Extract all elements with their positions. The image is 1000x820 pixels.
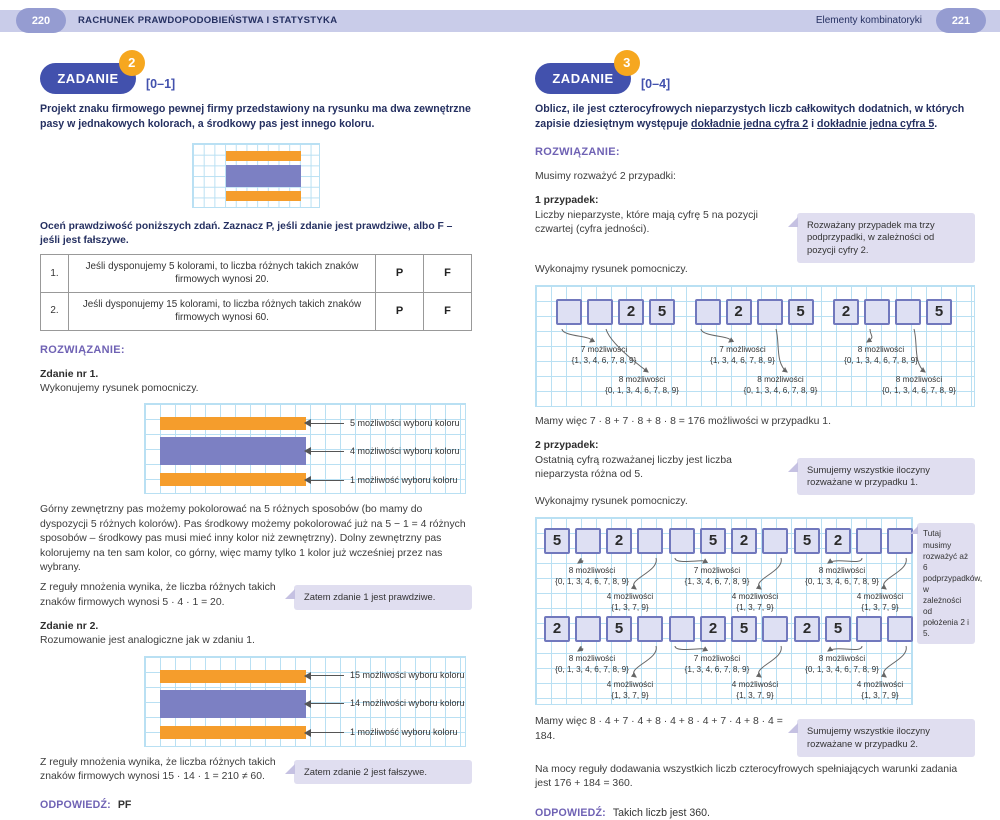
- multiplication-rule-text-2: Z reguły mnożenia wynika, że liczba różnych takich znaków firmowych wynosi 15 · 14 · 1 = 210 ≠ 60.: [40, 756, 276, 783]
- possibility-set: {1, 3, 7, 9}: [736, 691, 774, 701]
- digit-box-filled: 5: [544, 528, 570, 554]
- possibility-count: 4 możliwości: [856, 592, 904, 602]
- digit-group: [693, 299, 818, 403]
- annotation-label: 4 możliwości wyboru koloru: [350, 446, 460, 457]
- possibility-count: 8 możliwości: [818, 654, 866, 664]
- possibility-count: 8 możliwości: [568, 566, 616, 576]
- option-f: F: [424, 292, 472, 330]
- task-3-statement: [535, 102, 975, 133]
- answer-value: PF: [117, 799, 132, 812]
- stripe-annotation: [306, 727, 458, 739]
- case-1-sub: Wykonajmy rysunek pomocniczy.: [535, 263, 688, 275]
- right-page: [535, 50, 983, 820]
- logo-top-stripe: [226, 151, 301, 161]
- stripe-annotation: [306, 698, 465, 710]
- possibility-set: {1, 3, 7, 9}: [861, 691, 899, 701]
- case-2-sub: Wykonajmy rysunek pomocniczy.: [535, 496, 688, 508]
- digit-group: [542, 528, 667, 616]
- digit-boxes: [554, 299, 679, 325]
- statement-text: Jeśli dysponujemy 15 kolorami, to liczba różnych takich znaków firmowych wynosi 60.: [69, 292, 376, 330]
- note-sum-case-2: Sumujemy wszystkie iloczyny rozważane w przypadku 2.: [797, 719, 975, 756]
- case-2-title: 2 przypadek:: [535, 440, 599, 452]
- case-2-diagram-row-2: [542, 616, 910, 704]
- digit-box-empty: [575, 528, 601, 554]
- digit-boxes: [693, 299, 818, 325]
- digit-box-filled: 2: [544, 616, 570, 642]
- possibility-set: {1, 3, 7, 9}: [611, 691, 649, 701]
- possibility-set: {1, 3, 4, 6, 7, 8, 9}: [710, 355, 775, 365]
- conclusion-row-1: [40, 581, 472, 610]
- digit-boxes: [831, 299, 956, 325]
- digit-box-filled: 5: [788, 299, 814, 325]
- possibility-count: 8 możliwości: [757, 375, 804, 385]
- task-points: [0–1]: [146, 76, 176, 91]
- digit-box-filled: 5: [731, 616, 757, 642]
- possibility-set: {0, 1, 3, 4, 6, 7, 8, 9}: [743, 385, 818, 395]
- digit-box-empty: [669, 528, 695, 554]
- possibility-set: {0, 1, 3, 4, 6, 7, 8, 9}: [805, 577, 879, 587]
- statement-part: Oblicz, ile jest czterocyfrowych nieparzystych liczb całkowitych dodatnich, w których zapisie dziesiętnym występuje: [535, 103, 965, 131]
- possibility-count: 8 możliwości: [618, 375, 666, 385]
- digit-box-filled: 5: [794, 528, 820, 554]
- digit-boxes: [792, 616, 917, 642]
- digit-group: [831, 299, 956, 403]
- possibility-count: 4 możliwości: [731, 680, 779, 690]
- possibility-set: {1, 3, 4, 6, 7, 8, 9}: [571, 355, 637, 365]
- row-number: 2.: [41, 292, 69, 330]
- digit-box-filled: 2: [726, 299, 752, 325]
- task-2-header: [40, 50, 472, 94]
- possibility-set: {1, 3, 7, 9}: [736, 603, 774, 613]
- case-2-result: Mamy więc 8 · 4 + 7 · 4 + 8 · 4 + 8 · 4 + 7 · 4 + 8 · 4 = 184.: [535, 716, 783, 742]
- statement-2-sub: Rozumowanie jest analogiczne jak w zdaniu 1.: [40, 635, 255, 647]
- possibility-count: 7 możliwości: [693, 566, 741, 576]
- digit-box-filled: 5: [926, 299, 952, 325]
- solution-label: ROZWIĄZANIE:: [535, 145, 620, 158]
- digit-box-filled: 5: [700, 528, 726, 554]
- digit-group: [792, 616, 917, 704]
- task-label: ZADANIE: [57, 70, 119, 86]
- task-number-badge: 2: [119, 50, 145, 76]
- statement-part: .: [934, 118, 938, 131]
- digit-box-filled: 2: [606, 528, 632, 554]
- chapter-title-left: RACHUNEK PRAWDOPODOBIEŃSTWA I STATYSTYKA: [78, 15, 338, 26]
- digit-box-filled: 5: [649, 299, 675, 325]
- digit-boxes: [542, 528, 667, 554]
- case-1-text: Liczby nieparzyste, które mają cyfrę 5 na pozycji czwartej (cyfra jedności).: [535, 209, 758, 235]
- digit-box-empty: [556, 299, 582, 325]
- possibilities-note: [821, 345, 941, 366]
- possibility-count: 8 możliwości: [895, 375, 943, 385]
- answer-label: ODPOWIEDŹ:: [40, 799, 111, 812]
- digit-box-empty: [695, 299, 721, 325]
- case-2-row: [535, 454, 975, 495]
- statement-part: i: [808, 118, 818, 131]
- note-three-subcases: Rozważany przypadek ma trzy podprzypadki, w zależności od pozycji cyfry 2.: [797, 213, 975, 263]
- digit-box-filled: 5: [825, 616, 851, 642]
- possibility-count: 7 możliwości: [719, 345, 766, 355]
- digit-box-filled: 2: [731, 528, 757, 554]
- statement-text: Jeśli dysponujemy 5 kolorami, to liczba różnych takich znaków firmowych wynosi 20.: [69, 255, 376, 293]
- possibilities-note: [532, 654, 652, 675]
- task-3-header: [535, 50, 975, 94]
- logo-bottom-stripe: [226, 191, 301, 201]
- stripe-annotation: [306, 670, 465, 682]
- digit-group: [792, 528, 917, 616]
- statement-2-title: Zdanie nr 2.: [40, 620, 99, 632]
- task-points: [0–4]: [641, 76, 671, 91]
- solution-label: ROZWIĄZANIE:: [40, 343, 125, 356]
- left-arrow-icon: [306, 423, 344, 424]
- case-2-diagram: [535, 517, 913, 705]
- conclusion-row-2: [40, 756, 472, 785]
- task-number-badge: 3: [614, 50, 640, 76]
- left-page: [40, 50, 472, 813]
- possibility-count: 4 możliwości: [731, 592, 779, 602]
- possibilities-note: [820, 680, 940, 701]
- digit-box-empty: [856, 528, 882, 554]
- possibility-set: {0, 1, 3, 4, 6, 7, 8, 9}: [605, 385, 679, 395]
- true-false-table: [40, 254, 472, 330]
- possibilities-note: [782, 654, 902, 675]
- annotation-label: 5 możliwości wyboru koloru: [350, 418, 460, 429]
- digit-group: [667, 528, 792, 616]
- left-arrow-icon: [306, 480, 344, 481]
- chapter-title-right: Elementy kombinatoryki: [815, 15, 922, 26]
- possibility-count: 8 możliwości: [818, 566, 866, 576]
- possibilities-note: [782, 566, 902, 587]
- digit-box-filled: 5: [606, 616, 632, 642]
- note-statement-1-true: Zatem zdanie 1 jest prawdziwe.: [294, 585, 472, 610]
- digit-box-empty: [887, 616, 913, 642]
- table-row: [41, 292, 472, 330]
- middle-stripe: [160, 690, 306, 718]
- case-1-title: 1 przypadek:: [535, 195, 599, 207]
- possibility-count: 8 możliwości: [568, 654, 616, 664]
- digit-box-empty: [864, 299, 890, 325]
- bottom-stripe: [160, 473, 306, 486]
- possibility-set: {0, 1, 3, 4, 6, 7, 8, 9}: [882, 385, 956, 395]
- possibility-count: 4 możliwości: [606, 680, 654, 690]
- possibilities-note: [657, 654, 777, 675]
- statement-1-title: Zdanie nr 1.: [40, 368, 99, 380]
- digit-group: [667, 616, 792, 704]
- row-number: 1.: [41, 255, 69, 293]
- possibilities-note: [544, 345, 664, 366]
- possibility-set: {1, 3, 7, 9}: [611, 603, 649, 613]
- logo-figure: [192, 143, 320, 208]
- possibility-count: 7 możliwości: [580, 345, 628, 355]
- answer-label: ODPOWIEDŹ:: [535, 806, 606, 819]
- possibilities-note: [532, 566, 652, 587]
- note-statement-2-false: Zatem zdanie 2 jest fałszywe.: [294, 760, 472, 785]
- answer-row: [535, 806, 975, 820]
- left-arrow-icon: [306, 703, 344, 704]
- annotation-label: 14 możliwości wyboru koloru: [350, 698, 465, 709]
- case-2-figure-wrap: [535, 509, 983, 709]
- digit-box-empty: [762, 616, 788, 642]
- note-sum-case-1: Sumujemy wszystkie iloczyny rozważane w przypadku 1.: [797, 458, 975, 495]
- digit-box-empty: [575, 616, 601, 642]
- top-stripe: [160, 417, 306, 430]
- digit-group: [542, 616, 667, 704]
- possibilities-note: [859, 375, 979, 396]
- possibilities-note: [683, 345, 803, 366]
- multiplication-rule-text: Z reguły mnożenia wynika, że liczba różnych takich znaków firmowych wynosi 5 · 4 · 1 = 20.: [40, 582, 276, 608]
- annotation-label: 1 możliwość wyboru koloru: [350, 727, 458, 738]
- left-arrow-icon: [306, 675, 344, 676]
- solution-figure-2: [144, 656, 466, 747]
- digit-box-empty: [637, 528, 663, 554]
- answer-value: Takich liczb jest 360.: [612, 806, 710, 819]
- digit-box-filled: 2: [794, 616, 820, 642]
- digit-box-filled: 2: [833, 299, 859, 325]
- digit-box-empty: [762, 528, 788, 554]
- case-2-result-row: [535, 715, 975, 756]
- digit-box-filled: 2: [700, 616, 726, 642]
- page-number-left: 220: [16, 8, 66, 33]
- digit-boxes: [667, 616, 792, 642]
- digit-box-empty: [669, 616, 695, 642]
- digit-boxes: [792, 528, 917, 554]
- digit-box-empty: [895, 299, 921, 325]
- possibility-set: {0, 1, 3, 4, 6, 7, 8, 9}: [805, 665, 879, 675]
- task-badge: [40, 55, 136, 94]
- possibility-set: {1, 3, 7, 9}: [861, 603, 899, 613]
- solution-figure-1: [144, 403, 466, 494]
- possibility-set: {0, 1, 3, 4, 6, 7, 8, 9}: [555, 577, 629, 587]
- statement-underlined: dokładnie jedna cyfra 2: [691, 118, 809, 131]
- middle-stripe: [160, 437, 306, 465]
- statement-underlined: dokładnie jedna cyfra 5: [817, 118, 935, 131]
- top-stripe: [160, 670, 306, 683]
- cases-intro: Musimy rozważyć 2 przypadki:: [535, 170, 676, 182]
- case-1-result: Mamy więc 7 · 8 + 7 · 8 + 8 · 8 = 176 możliwości w przypadku 1.: [535, 416, 831, 428]
- possibility-count: 4 możliwości: [856, 680, 904, 690]
- digit-box-empty: [757, 299, 783, 325]
- explanation-paragraph: Górny zewnętrzny pas możemy pokolorować na 5 różnych sposobów (bo mamy do dyspozycji 5 różnych kolorów). Pas środkowy możemy pokolorować już na 5 − 1 = 4 różnych sposobów – środkowy pas musi mieć inny kolor niż zewnętrzny). Dolny zewnętrzny pas kolorujemy na ten sam kolor, co górny, więc mamy tylko 1 kolor już wcześniej przez nas wybrany.: [40, 504, 466, 573]
- possibility-set: {1, 3, 4, 6, 7, 8, 9}: [684, 577, 750, 587]
- table-row: [41, 255, 472, 293]
- digit-box-filled: 2: [825, 528, 851, 554]
- possibilities-note: [582, 375, 702, 396]
- case-1-diagram: [535, 285, 975, 407]
- possibility-set: {1, 3, 4, 6, 7, 8, 9}: [684, 665, 750, 675]
- task-label: ZADANIE: [552, 70, 614, 86]
- answer-row: [40, 798, 472, 813]
- case-1-row: [535, 209, 975, 263]
- digit-box-empty: [587, 299, 613, 325]
- possibilities-note: [721, 375, 841, 396]
- possibility-count: 4 możliwości: [606, 592, 654, 602]
- task-2-statement: Projekt znaku firmowego pewnej firmy przedstawiony na rysunku ma dwa zewnętrzne pasy w jednakowych kolorach, a środkowy pas jest innego koloru.: [40, 103, 471, 131]
- statement-1-sub: Wykonujemy rysunek pomocniczy.: [40, 383, 199, 395]
- left-arrow-icon: [306, 732, 344, 733]
- option-p: P: [376, 292, 424, 330]
- stripe-annotation: [306, 474, 458, 486]
- stripe-annotation: [306, 417, 460, 429]
- possibility-set: {0, 1, 3, 4, 6, 7, 8, 9}: [844, 355, 918, 365]
- digit-boxes: [667, 528, 792, 554]
- digit-boxes: [542, 616, 667, 642]
- task-badge: [535, 55, 631, 94]
- digit-box-empty: [856, 616, 882, 642]
- logo-middle-stripe: [226, 165, 301, 187]
- possibilities-note: [657, 566, 777, 587]
- annotation-label: 1 możliwość wyboru koloru: [350, 475, 458, 486]
- possibility-count: 7 możliwości: [693, 654, 741, 664]
- option-p: P: [376, 255, 424, 293]
- option-f: F: [424, 255, 472, 293]
- stripe-annotation: [306, 445, 460, 457]
- bottom-stripe: [160, 726, 306, 739]
- possibility-set: {0, 1, 3, 4, 6, 7, 8, 9}: [555, 665, 629, 675]
- page-header: [0, 10, 1000, 32]
- page-number-right: 221: [936, 8, 986, 33]
- case-2-diagram-row-1: [542, 528, 910, 616]
- digit-box-filled: 2: [618, 299, 644, 325]
- digit-box-empty: [637, 616, 663, 642]
- digit-group: [554, 299, 679, 403]
- note-six-subcases: Tutaj musimy rozważyć aż 6 podprzypadków, w zależności od położenia 2 i 5.: [917, 523, 975, 644]
- case-2-text: Ostatnią cyfrą rozważanej liczby jest liczba nieparzysta różna od 5.: [535, 454, 732, 481]
- addition-rule-text: Na mocy reguły dodawania wszystkich liczb czterocyfrowych spełniających warunki zadania jest 176 + 184 = 360.: [535, 763, 958, 790]
- annotation-label: 15 możliwości wyboru koloru: [350, 670, 465, 681]
- possibility-count: 8 możliwości: [857, 345, 905, 355]
- left-arrow-icon: [306, 451, 344, 452]
- assess-instruction: Oceń prawdziwość poniższych zdań. Zaznacz P, jeśli zdanie jest prawdziwe, albo F – jeśli jest fałszywe.: [40, 220, 453, 246]
